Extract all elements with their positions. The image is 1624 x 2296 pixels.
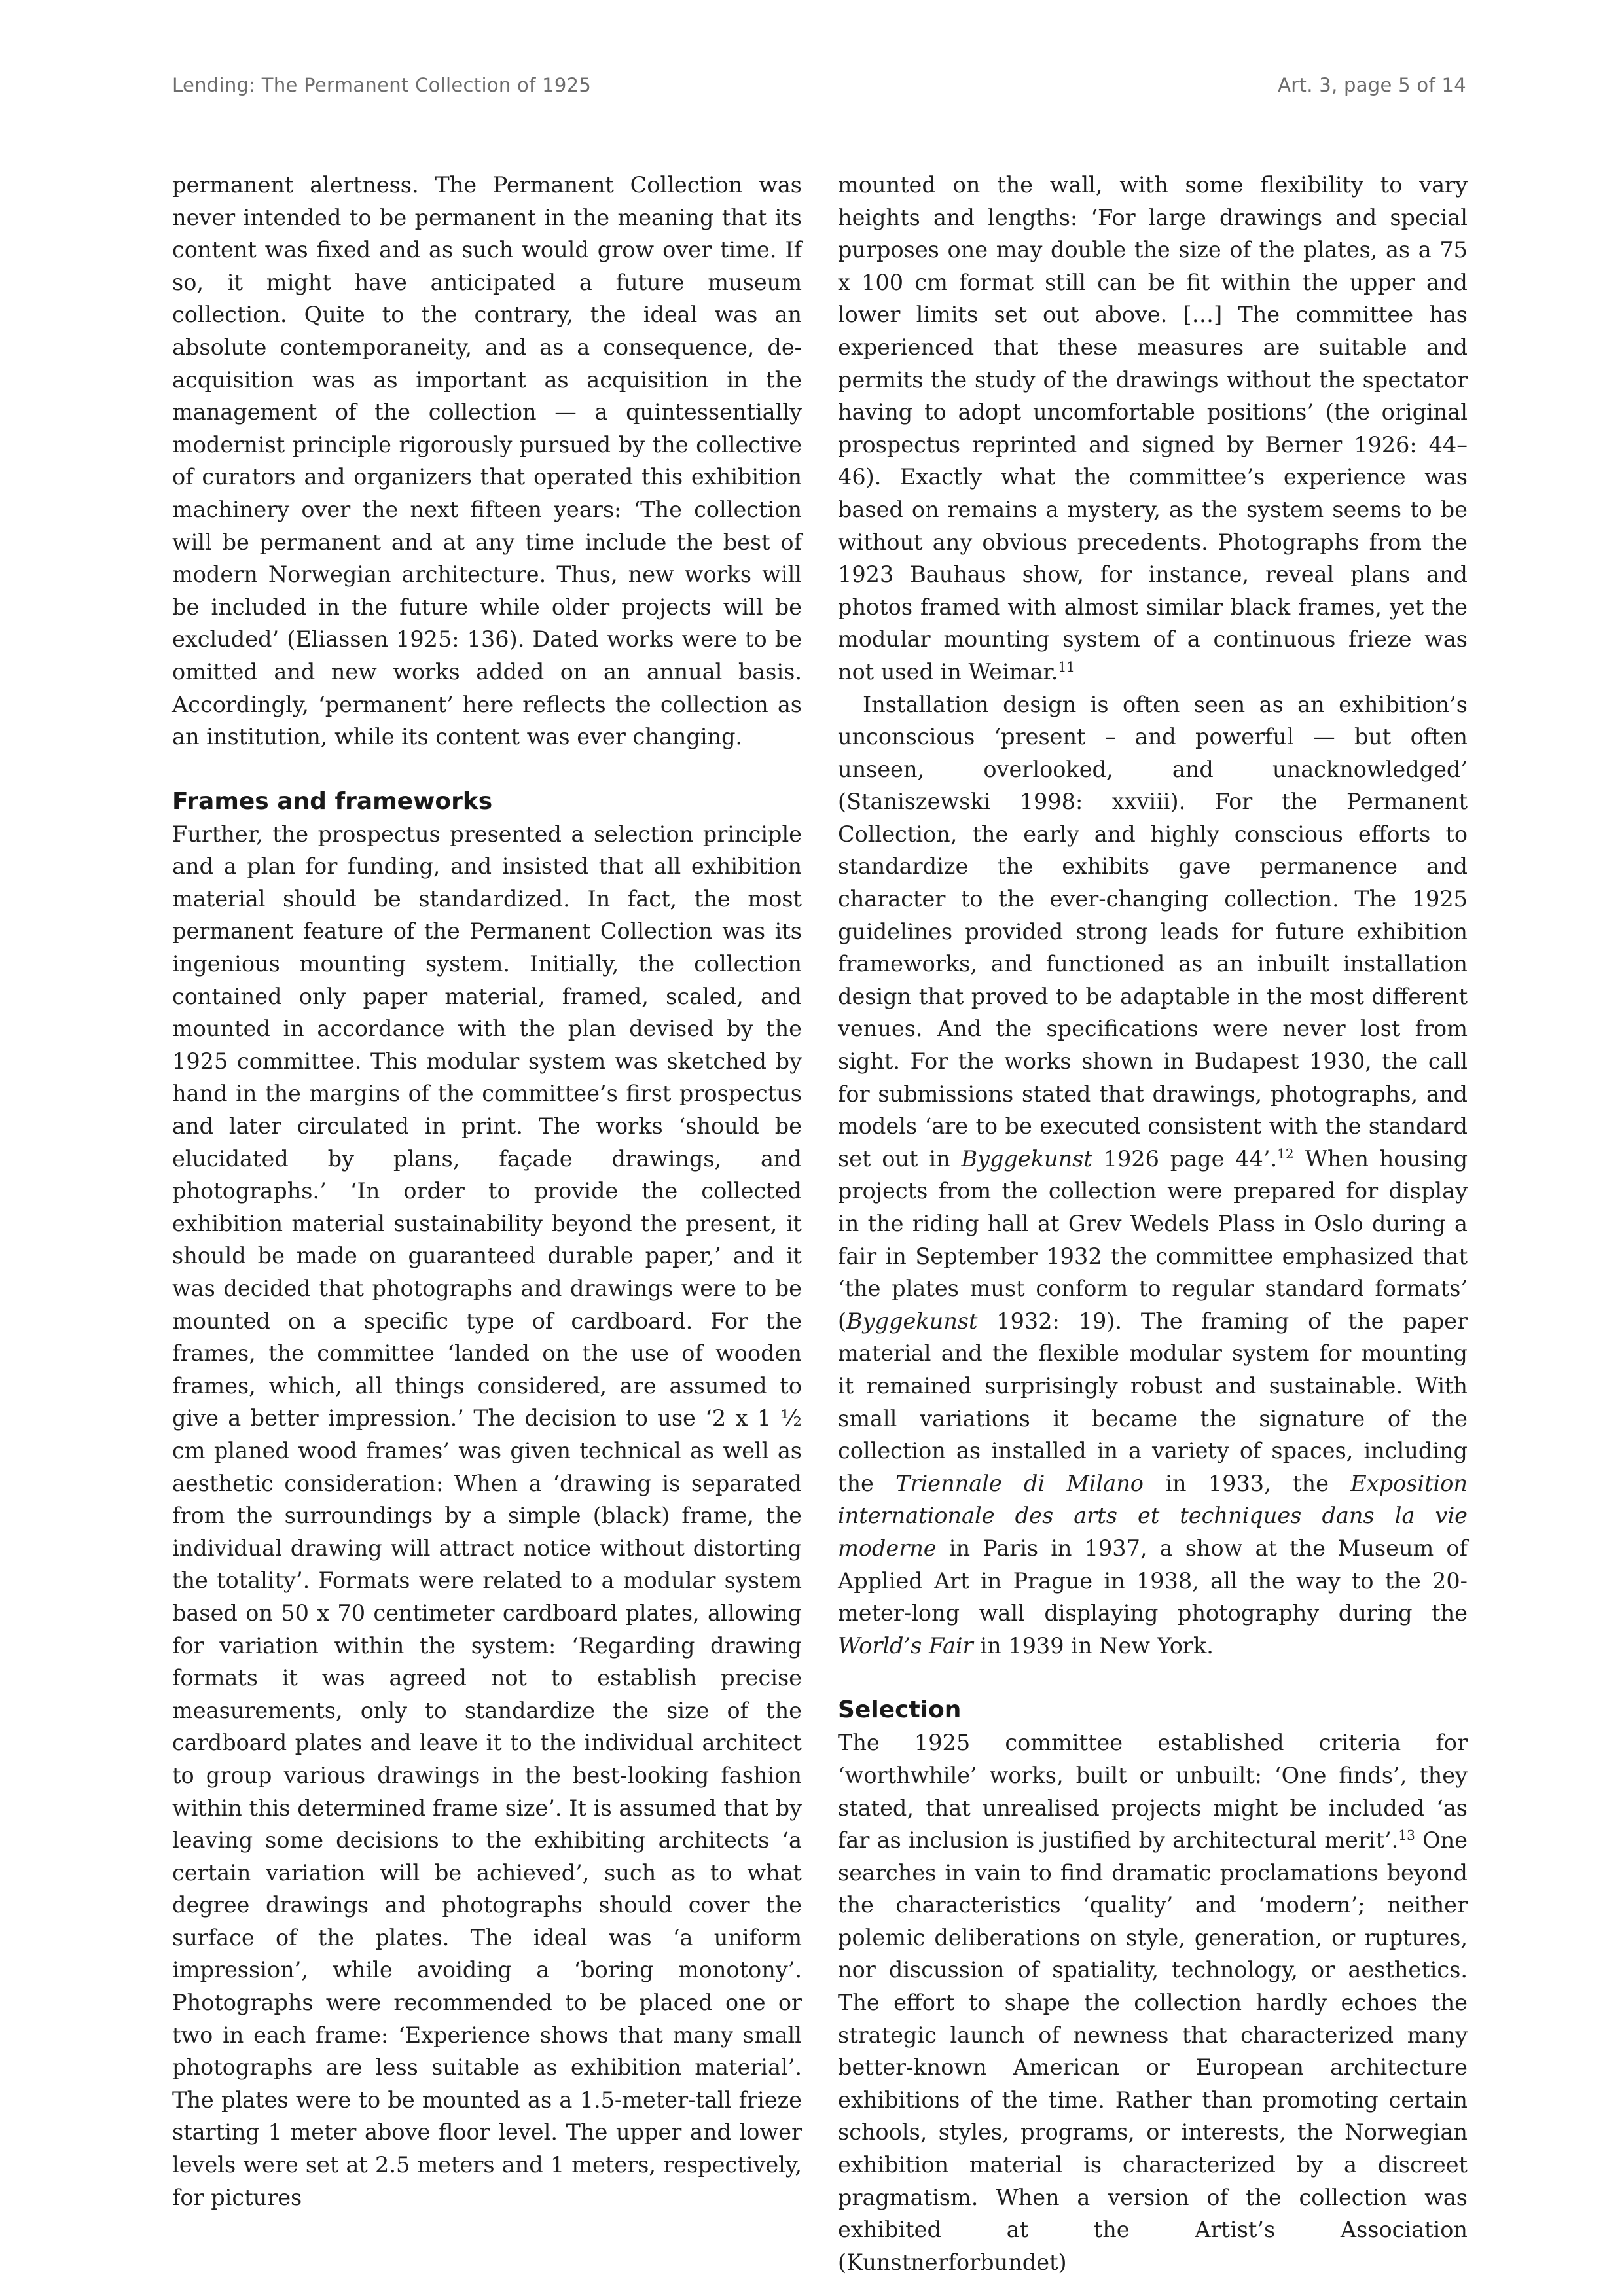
running-head-page-number: Art. 3, page 5 of 14: [1278, 74, 1466, 96]
paragraph-selection: [838, 1727, 1468, 2278]
right-column: [838, 169, 1468, 2278]
italic-title: Byggekunst: [846, 1308, 978, 1334]
paragraph-text: in Paris in 1937, a show at the Museum of Applied Art in Prague in 1938, all the way to the 20-meter-long wall displaying photography during the: [838, 1535, 1468, 1626]
section-heading-frames-and-frameworks: Frames and frameworks: [172, 787, 493, 815]
paragraph-text: in 1939 in New York.: [973, 1632, 1214, 1659]
paragraph-mounted-on-wall: [838, 169, 1468, 689]
paragraph-text: One searches in vain to find dramatic proclamations beyond the characteristics ‘quality’ and ‘modern’; neither polemic deliberations on style, generation, or ruptures, nor discussion of spatiality, technology, or aesthetics. The effort to shape the collection hardly echoes the strategic launch of newness that characterized many better-known American or European architecture exhibitions of the time. Rather than promoting certain schools, styles, programs, or interests, the Norwegian exhibition material is characterized by a discreet pragmatism. When a version of the collection was exhibited at the Artist’s Association (Kunstnerforbundet): [838, 1827, 1468, 2275]
section-heading-selection: Selection: [838, 1696, 962, 1724]
paragraph-installation-design: [838, 689, 1468, 1662]
paragraph-text: 1926 page 44’.: [1092, 1145, 1278, 1172]
paragraph-text: 1932: 19). The framing of the paper material and the flexible modular system for mounting it remained surprisingly robust and sustainable. With small variations it became the signature of the collection as installed in a variety of spaces, including the: [838, 1308, 1468, 1496]
paragraph-text: When housing projects from the collection were prepared for display in the riding hall at Grev Wedels Plass in Oslo during a fair in September 1932 the committee emphasized that ‘the plates must conform to regular standard formats’ (: [838, 1145, 1468, 1334]
italic-title: Byggekunst: [961, 1145, 1092, 1172]
italic-title: Triennale di Milano: [895, 1470, 1144, 1496]
left-column: [172, 169, 802, 2214]
paragraph-frames: Further, the prospectus presented a selection principle and a plan for funding, and insisted that all exhibition material should be standardized. In fact, the most permanent feature of the Permanent Collection was its ingenious mounting system. Initially, the collection contained only paper material, framed, scaled, and mounted in accordance with the plan devised by the 1925 committee. This modular system was sketched by hand in the margins of the committee’s first prospectus and later circulated in print. The works ‘should be elucidated by plans, façade drawings, and photographs.’ ‘In order to provide the collected exhibition material sustainability beyond the present, it should be made on guaranteed durable paper,’ and it was decided that photographs and drawings were to be mounted on a specific type of cardboard. For the frames, the committee ‘landed on the use of wooden frames, which, all things considered, are assumed to give a better impression.’ The decision to use ‘2 x 1 ½ cm planed wood frames’ was given technical as well as aesthetic consideration: When a ‘drawing is separated from the surroundings by a simple (black) frame, the individual drawing will attract notice without distorting the totality’. Formats were related to a modular system based on 50 x 70 centimeter cardboard plates, allowing for variation within the system: ‘Regarding drawing formats it was agreed not to establish precise measurements, only to standardize the size of the cardboard plates and leave it to the individual architect to group various drawings in the best-looking fashion within this determined frame size’. It is assumed that by leaving some decisions to the exhibiting architects ‘a certain variation will be achieved’, such as to what degree drawings and photographs should cover the surface of the plates. The ideal was ‘a uniform impression’, while avoiding a ‘boring monotony’. Photographs were recommended to be placed one or two in each frame: ‘Experience shows that many small photographs are less suitable as exhibition material’. The plates were to be mounted as a 1.5-meter-tall frieze starting 1 meter above floor level. The upper and lower levels were set at 2.5 meters and 1 meters, respectively, for pictures: [172, 821, 802, 2210]
paragraph-text: The 1925 committee established criteria for ‘worthwhile’ works, built or unbuilt: ‘One finds’, they stated, that unrealised projects might be included ‘as far as inclusion is justified by architectural merit’.: [838, 1730, 1468, 1854]
running-head: [172, 74, 1466, 100]
paragraph-text: mounted on the wall, with some flexibility to vary heights and lengths: ‘For large drawings and special purposes one may double the size of the plates, as a 75 x 100 cm format still can be fit within the upper and lower limits set out above. […] The committee has experienced that these measures are suitable and permits the study of the drawings without the spectator having to adopt uncomfortable positions’ (the original prospectus reprinted and signed by Berner 1926: 44–46). Exactly what the committee’s experience was based on remains a mystery, as the system seems to be without any obvious precedents. Photographs from the 1923 Bauhaus show, for instance, reveal plans and photos framed with almost similar black frames, yet the modular mounting system of a continuous frieze was not used in Weimar.: [838, 172, 1468, 685]
footnote-ref-13[interactable]: 13: [1398, 1827, 1415, 1843]
running-head-title: Lending: The Permanent Collection of 1925: [172, 74, 592, 96]
paragraph-text: Installation design is often seen as an exhibition’s unconscious ‘present – and powerful — but often unseen, overlooked, and unacknowledged’ (Staniszewski 1998: xxviii). For the Permanent Collection, the early and highly conscious efforts to standardize the exhibits gave permanence and character to the ever-changing collection. The 1925 guidelines provided strong leads for future exhibition frameworks, and functioned as an inbuilt installation design that proved to be adaptable in the most different venues. And the specifications were never lost from sight. For the works shown in Budapest 1930, the call for submissions stated that drawings, photographs, and models ‘are to be executed consistent with the standard set out in: [838, 691, 1468, 1172]
paragraph-text: in 1933, the: [1143, 1470, 1351, 1496]
paragraph-permanent-alertness: permanent alertness. The Permanent Collection was never intended to be permanent in the meaning that its content was fixed and as such would grow over time. If so, it might have anticipated a future museum collection. Quite to the contrary, the ideal was an absolute contemporaneity, and as a consequence, de-acquisition was as important as acquisition in the management of the collection — a quintessentially modernist principle rigorously pursued by the collective of curators and organizers that operated this exhibition machinery over the next fifteen years: ‘The collection will be permanent and at any time include the best of modern Norwegian architecture. Thus, new works will be included in the future while older projects will be excluded’ (Eliassen 1925: 136). Dated works were to be omitted and new works added on an annual basis. Accordingly, ‘permanent’ here reflects the collection as an institution, while its content was ever changing.: [172, 172, 802, 750]
footnote-ref-12[interactable]: 12: [1277, 1145, 1294, 1162]
footnote-ref-11[interactable]: 11: [1058, 658, 1075, 675]
italic-title: Exposition internationale des arts et techniques dans la vie moderne: [838, 1470, 1468, 1561]
italic-title: World’s Fair: [838, 1632, 973, 1659]
